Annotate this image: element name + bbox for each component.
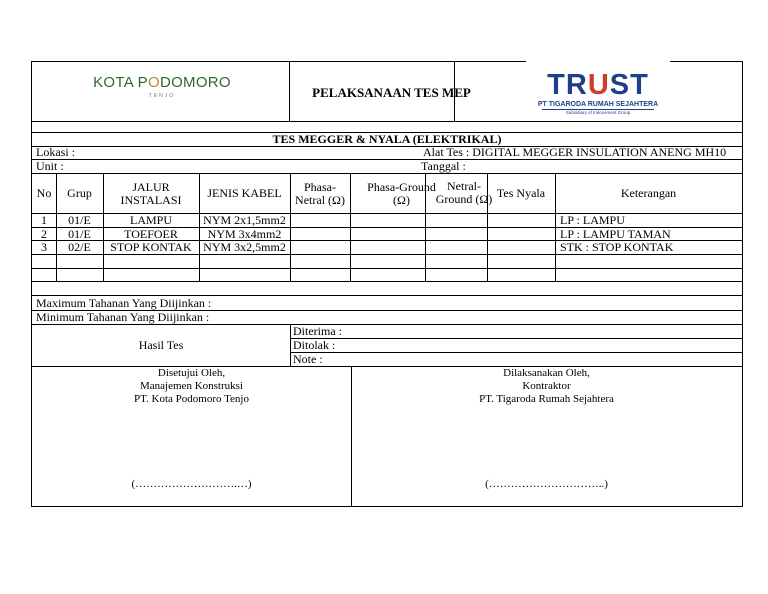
- page-title: PELAKSANAAN TES MEP: [312, 85, 471, 100]
- col-header-netral-ground: Netral-Ground (Ω): [435, 178, 493, 206]
- table-row-3-no: 3: [41, 240, 47, 254]
- signature-left-heading: Disetujui Oleh,: [157, 367, 226, 379]
- col-header-no: No: [36, 186, 52, 200]
- table-row-1-grup: 01/E: [68, 213, 91, 227]
- col-header-phasa-netral: Phasa-Netral (Ω): [295, 179, 345, 207]
- table-row-1-kabel: NYM 2x1,5mm2: [203, 213, 286, 227]
- hasil-tes-label: Hasil Tes: [138, 338, 184, 352]
- trust-logo-u: U: [587, 69, 610, 101]
- logo-left-subtitle: TENJO: [148, 93, 176, 99]
- signature-right-role: Kontraktor: [522, 380, 571, 392]
- col-header-jalur: JALUR INSTALASI: [120, 179, 182, 207]
- table-row-2-kabel: NYM 3x4mm2: [207, 227, 282, 241]
- table-row-2-jalur: TOEFOER: [124, 227, 178, 241]
- col-header-tes-nyala: Tes Nyala: [496, 186, 546, 200]
- signature-right-heading: Dilaksanakan Oleh,: [503, 367, 590, 379]
- table-row-3-jalur: STOP KONTAK: [110, 240, 192, 254]
- signature-right-blank: (…………………………..): [485, 478, 608, 490]
- trust-logo-company: PT TIGARODA RUMAH SEJAHTERA: [537, 101, 659, 108]
- section-title: TES MEGGER & NYALA (ELEKTRIKAL): [272, 132, 502, 146]
- col-header-phasa-ground: Phasa-Ground (Ω): [367, 179, 436, 207]
- logo-left-part2: DOMORO: [159, 74, 231, 91]
- ditolak-label: Ditolak :: [293, 338, 336, 352]
- table-row-3-grup: 02/E: [68, 240, 91, 254]
- test-form: [31, 61, 743, 507]
- keterangan-stk: STK : STOP KONTAK: [560, 240, 674, 254]
- note-label: Note :: [293, 352, 323, 366]
- table-row-1-no: 1: [41, 213, 47, 227]
- keterangan-lp-lampu-taman: LP : LAMPU TAMAN: [560, 227, 671, 241]
- minimum-tahanan-label: Minimum Tahanan Yang Diijinkan :: [36, 310, 210, 324]
- trust-logo-part1: TR: [547, 69, 588, 101]
- col-header-grup: Grup: [67, 186, 92, 200]
- signature-right-company: PT. Tigaroda Rumah Sejahtera: [479, 393, 614, 405]
- logo-left-part1: KOTA P: [93, 74, 148, 91]
- signature-left-blank: (……………………….…): [131, 478, 252, 490]
- trust-logo: [526, 56, 670, 118]
- table-row-1-jalur: LAMPU: [129, 213, 172, 227]
- signature-left-company: PT. Kota Podomoro Tenjo: [134, 393, 249, 405]
- table-row-2-grup: 01/E: [68, 227, 91, 241]
- table-row-3-kabel: NYM 3x2,5mm2: [203, 240, 286, 254]
- col-header-kabel: JENIS KABEL: [207, 186, 282, 200]
- table-row-2-no: 2: [41, 227, 47, 241]
- logo-left-o: O: [147, 74, 160, 91]
- keterangan-lp-lampu: LP : LAMPU: [560, 213, 625, 227]
- kota-podomoro-logo: [87, 74, 237, 110]
- signature-left-role: Manajemen Konstruksi: [140, 380, 243, 392]
- alat-tes-label: Alat Tes : DIGITAL MEGGER INSULATION ANENG MH10: [423, 145, 727, 159]
- trust-logo-part2: ST: [609, 69, 649, 101]
- maximum-tahanan-label: Maximum Tahanan Yang Diijinkan :: [36, 296, 212, 310]
- diterima-label: Diterima :: [293, 324, 342, 338]
- col-header-keterangan: Keterangan: [620, 186, 677, 200]
- tanggal-label: Tanggal :: [421, 159, 466, 173]
- lokasi-label: Lokasi :: [36, 145, 75, 159]
- trust-logo-sub: Subsidiary of Indocement Group: [542, 109, 654, 116]
- unit-label: Unit :: [36, 159, 64, 173]
